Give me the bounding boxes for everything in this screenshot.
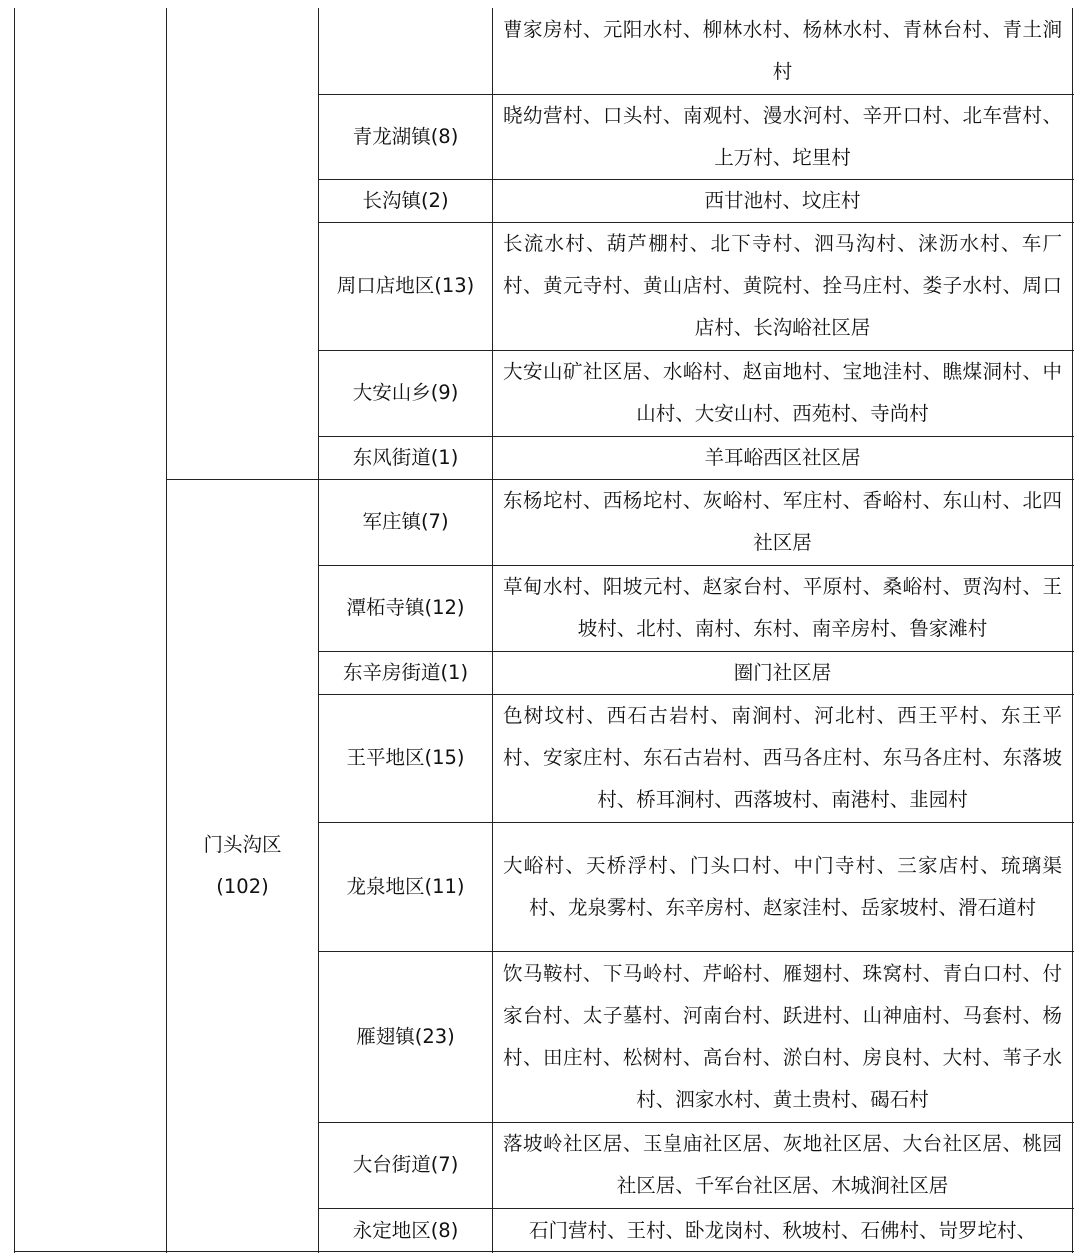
row-divider (318, 94, 1074, 95)
town-cell-text: 东风街道(1) (352, 445, 459, 469)
town-cell-text: 大台街道(7) (352, 1153, 459, 1176)
town-cell-text: 大安山乡(9) (352, 381, 459, 404)
town-cell-text: 青龙湖镇(8) (352, 124, 459, 148)
town-cell-text: 潭柘寺镇(12) (346, 596, 465, 619)
town-cell-text: 军庄镇(7) (362, 510, 449, 533)
villages-cell-text: 东杨坨村、西杨坨村、灰峪村、军庄村、香峪村、东山村、北四社区居 (503, 489, 1062, 554)
villages-cell-text: 大峪村、天桥浮村、门头口村、中门寺村、三家店村、琉璃渠村、龙泉雾村、东辛房村、赵家洼村、岳家坡村、滑石道村 (503, 853, 1062, 919)
villages-cell (493, 8, 1072, 94)
villages-cell-text: 色树坟村、西石古岩村、南涧村、河北村、西王平村、东王平村、安家庄村、东石古岩村、西马各庄村、东马各庄村、东落坡村、桥耳涧村、西落坡村、南港村、韭园村 (503, 704, 1062, 811)
villages-cell (493, 951, 1072, 1122)
village-table (14, 8, 1074, 1253)
villages-cell (493, 222, 1072, 350)
villages-cell (493, 1208, 1072, 1253)
villages-cell-text: 羊耳峪西区社区居 (704, 445, 861, 469)
row-divider (318, 179, 1074, 180)
row-divider (318, 436, 1074, 437)
row-divider (318, 222, 1074, 223)
table-border-right (1072, 8, 1073, 1253)
district-cell (167, 8, 318, 479)
town-cell (319, 179, 492, 222)
town-cell (319, 436, 492, 479)
town-cell (319, 951, 492, 1122)
villages-cell-text: 落坡岭社区居、玉皇庙社区居、灰地社区居、大台社区居、桃园社区居、千军台社区居、木城涧社区居 (503, 1132, 1062, 1197)
town-cell-text: 长沟镇(2) (362, 188, 449, 212)
villages-cell-text: 大安山矿社区居、水峪村、赵亩地村、宝地洼村、瞧煤洞村、中山村、大安山村、西苑村、寺尚村 (503, 360, 1062, 425)
row-divider (318, 951, 1074, 952)
town-cell (319, 694, 492, 822)
row-divider (318, 1122, 1074, 1123)
villages-cell (493, 350, 1072, 436)
town-cell (319, 94, 492, 179)
town-cell-text: 东辛房街道(1) (342, 660, 469, 684)
villages-cell (493, 179, 1072, 222)
villages-cell-text: 曹家房村、元阳水村、柳林水村、杨林水村、青林台村、青土涧村 (503, 18, 1062, 83)
town-cell (319, 350, 492, 436)
table-border-left (14, 8, 15, 1253)
town-cell (319, 479, 492, 565)
district-cell (167, 479, 318, 1253)
town-cell (319, 565, 492, 651)
town-cell-text: 龙泉地区(11) (346, 874, 465, 898)
town-cell (319, 822, 492, 951)
row-divider (318, 565, 1074, 566)
villages-cell (493, 565, 1072, 651)
row-divider (318, 1208, 1074, 1209)
town-cell (319, 1208, 492, 1253)
villages-cell-text: 草甸水村、阳坡元村、赵家台村、平原村、桑峪村、贾沟村、王坡村、北村、南村、东村、南辛房村、鲁家滩村 (503, 575, 1062, 640)
row-divider (318, 822, 1074, 823)
villages-cell (493, 436, 1072, 479)
villages-cell (493, 694, 1072, 822)
town-cell (319, 1122, 492, 1208)
district-name: 门头沟区 (203, 833, 282, 856)
villages-cell-text: 长流水村、葫芦棚村、北下寺村、泗马沟村、涞沥水村、车厂村、黄元寺村、黄山店村、黄院村、拴马庄村、娄子水村、周口店村、长沟峪社区居 (503, 232, 1062, 339)
villages-cell-text: 晓幼营村、口头村、南观村、漫水河村、辛开口村、北车营村、上万村、坨里村 (503, 103, 1062, 169)
villages-cell-text: 饮马鞍村、下马岭村、芹峪村、雁翅村、珠窝村、青白口村、付家台村、太子墓村、河南台村、跃进村、山神庙村、马套村、杨村、田庄村、松树村、高台村、淤白村、房良村、大村、苇子水村、泗家水村、黄土贵村、碣石村 (503, 961, 1062, 1111)
town-cell (319, 8, 492, 94)
town-cell-text: 周口店地区(13) (336, 274, 475, 297)
villages-cell (493, 479, 1072, 565)
villages-cell-text: 圈门社区居 (733, 660, 832, 684)
villages-cell (493, 651, 1072, 694)
town-cell-text: 永定地区(8) (352, 1218, 459, 1242)
villages-cell (493, 1122, 1072, 1208)
villages-cell (493, 822, 1072, 951)
row-divider (318, 694, 1074, 695)
town-cell (319, 222, 492, 350)
town-cell (319, 651, 492, 694)
row-divider (318, 350, 1074, 351)
district-count: (102) (216, 875, 269, 898)
town-cell-text: 王平地区(15) (346, 746, 465, 769)
villages-cell-text: 石门营村、王村、卧龙岗村、秋坡村、石佛村、岢罗坨村、 (528, 1218, 1036, 1242)
villages-cell (493, 94, 1072, 179)
town-cell-text: 雁翅镇(23) (356, 1024, 455, 1048)
row-divider (318, 651, 1074, 652)
villages-cell-text: 西甘池村、坟庄村 (704, 188, 861, 212)
